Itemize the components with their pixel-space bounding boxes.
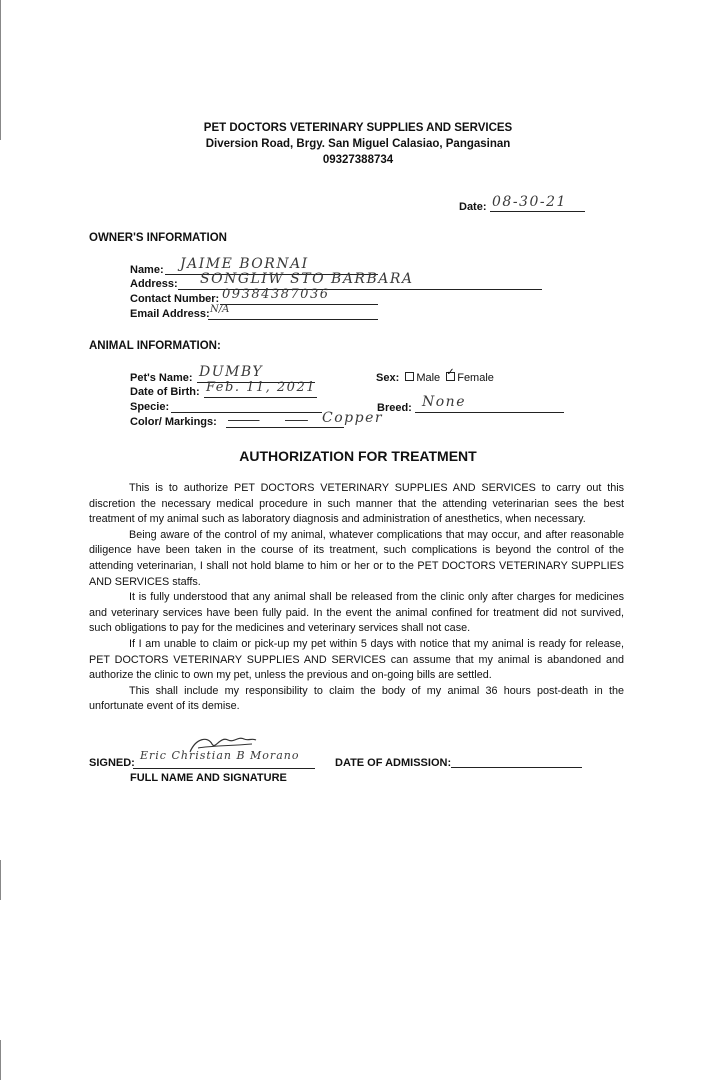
specie-label: Specie: bbox=[130, 401, 170, 413]
color-underline bbox=[226, 427, 344, 428]
color-value: Copper bbox=[322, 410, 384, 426]
signed-label: SIGNED: bbox=[89, 757, 135, 769]
owner-address-label: Address: bbox=[130, 278, 178, 290]
female-checkbox[interactable] bbox=[446, 372, 455, 381]
paragraph-2: Being aware of the control of my animal, whatever complications that may occur, and after reasonable diligence have been taken in the course of its treatment, such complications is beyond the control of the attending veterinarian, I shall not hold blame to him or her or to the PET DOCTORS VETERINARY SUPPLIES AND SERVICES staffs. bbox=[89, 528, 624, 588]
animal-info-header: ANIMAL INFORMATION: bbox=[89, 340, 221, 352]
dob-underline bbox=[204, 397, 317, 398]
dob-value: Feb. 11, 2021 bbox=[206, 380, 316, 395]
color-label: Color/ Markings: bbox=[130, 416, 217, 428]
authorization-body bbox=[89, 481, 624, 715]
breed-underline bbox=[415, 412, 564, 413]
owner-info-header: OWNER'S INFORMATION bbox=[89, 232, 227, 244]
sex-label: Sex: bbox=[376, 372, 400, 384]
dob-label: Date of Birth: bbox=[130, 386, 200, 398]
company-phone: 09327388734 bbox=[322, 154, 394, 166]
owner-contact-label: Contact Number: bbox=[130, 293, 220, 305]
crossed-out-scribble-1 bbox=[228, 416, 259, 426]
pet-name-value: DUMBY bbox=[199, 364, 264, 380]
male-label: Male bbox=[416, 372, 441, 384]
scan-edge-mark-bottom bbox=[0, 1040, 1, 1080]
paragraph-3: It is fully understood that any animal shall be released from the clinic only after charges for medicines and veterinary services have been fully paid. In the event the animal confined for treatment did not survived, such obligations to pay for the medicines and veterinary services shall not case. bbox=[89, 591, 624, 635]
paragraph-5: This shall include my responsibility to claim the body of my animal 36 hours post-death in the unfortunate event of its demise. bbox=[89, 684, 624, 713]
owner-name-label: Name: bbox=[130, 264, 164, 276]
paragraph-4: If I am unable to claim or pick-up my pet within 5 days with notice that my animal is ready for release, PET DOCTORS VETERINARY SUPPLIES AND SERVICES can assume that my animal is abandoned and authorize the clinic to own my pet, unless the previous and on-going bills are settled. bbox=[89, 637, 624, 682]
date-of-admission-label: DATE OF ADMISSION: bbox=[335, 757, 452, 769]
owner-contact-value: 09384387036 bbox=[222, 287, 330, 302]
date-underline bbox=[490, 211, 585, 212]
pet-name-label: Pet's Name: bbox=[130, 372, 193, 384]
owner-email-underline bbox=[208, 319, 378, 320]
full-name-signature-label: FULL NAME AND SIGNATURE bbox=[130, 772, 287, 784]
crossed-out-scribble-2 bbox=[285, 416, 308, 426]
scan-edge-mark-mid bbox=[0, 860, 1, 900]
date-of-admission-underline bbox=[451, 767, 582, 768]
company-address: Diversion Road, Brgy. San Miguel Calasiao, Pangasinan bbox=[205, 138, 511, 150]
date-value: 08-30-21 bbox=[492, 194, 567, 210]
signed-value: Eric Christian B Morano bbox=[140, 749, 300, 762]
owner-contact-underline bbox=[220, 304, 378, 305]
owner-email-value: N/A bbox=[210, 304, 230, 315]
owner-email-label: Email Address: bbox=[130, 308, 210, 320]
signed-underline bbox=[133, 768, 315, 769]
date-label: Date: bbox=[459, 201, 487, 213]
female-label: Female bbox=[457, 372, 494, 384]
paragraph-1: This is to authorize PET DOCTORS VETERINARY SUPPLIES AND SERVICES to carry out this discretion the necessary medical procedure in such manner that the attending veterinarian sees the best treatment of my animal such as laboratory diagnosis and administration of anesthetics, when necessary. bbox=[89, 482, 624, 526]
scan-edge-mark-top bbox=[0, 0, 1, 140]
specie-underline bbox=[171, 412, 322, 413]
owner-address-value: SONGLIW STO BARBARA bbox=[200, 271, 414, 287]
company-name: PET DOCTORS VETERINARY SUPPLIES AND SERVICES bbox=[203, 122, 513, 134]
male-checkbox[interactable] bbox=[405, 372, 414, 381]
breed-value: None bbox=[422, 394, 466, 410]
authorization-title: AUTHORIZATION FOR TREATMENT bbox=[239, 448, 477, 464]
breed-label: Breed: bbox=[377, 402, 412, 414]
owner-name-value: JAIME BORNAI bbox=[180, 256, 309, 272]
sex-field bbox=[376, 372, 494, 384]
